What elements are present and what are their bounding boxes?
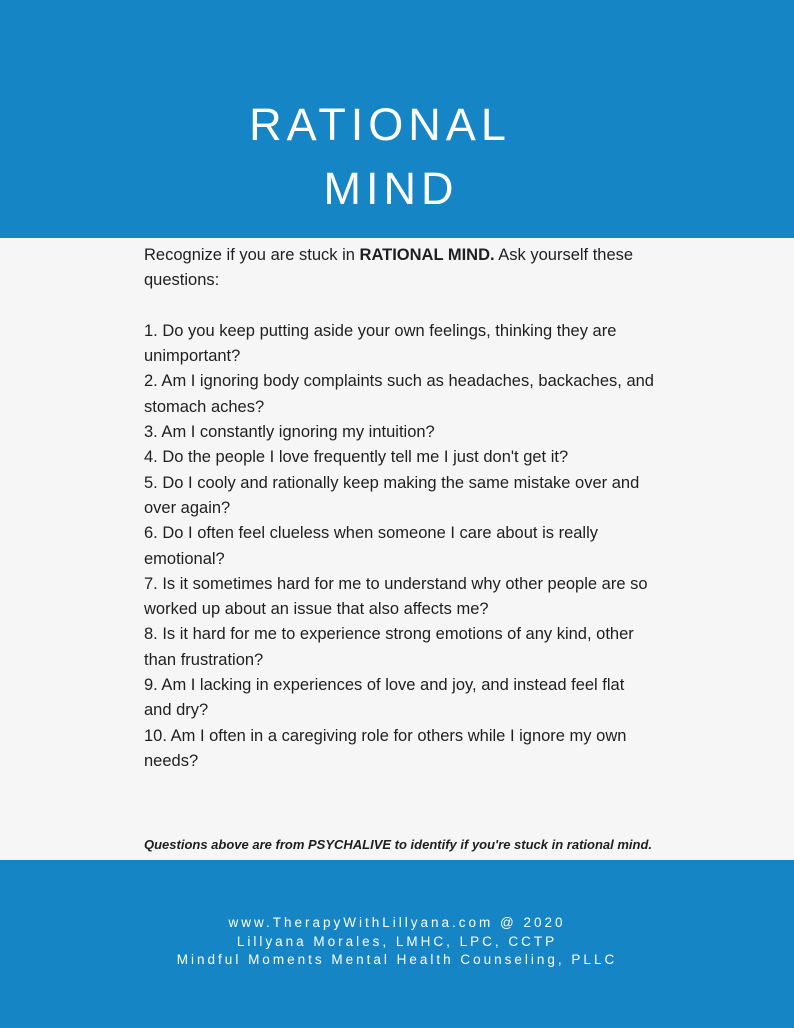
footer-website-line: www.TherapyWithLillyana.com @ 2020	[228, 915, 566, 930]
question-item-1: 1. Do you keep putting aside your own feelings, thinking they are unimportant?	[144, 321, 617, 366]
question-item-2: 2. Am I ignoring body complaints such as headaches, backaches, and stomach aches?	[144, 372, 654, 416]
question-item-5: 5. Do I cooly and rationally keep making the same mistake over and over again?	[144, 473, 640, 517]
question-item-6: 6. Do I often feel clueless when someone I care about is really emotional?	[144, 524, 598, 568]
question-item-9: 9. Am I lacking in experiences of love and joy, and instead feel flat and dry?	[144, 676, 625, 720]
question-item-4: 4. Do the people I love frequently tell me I just don't get it?	[144, 448, 569, 467]
intro-emphasis: RATIONAL MIND.	[359, 246, 495, 264]
question-item-8: 8. Is it hard for me to experience strong emotions of any kind, other than frustration?	[144, 625, 634, 669]
header-banner	[0, 0, 794, 238]
page-title-line-1: RATIONAL	[249, 99, 511, 150]
content-body	[144, 243, 654, 774]
question-item-7: 7. Is it sometimes hard for me to understand why other people are so worked up about an issue that also affects me?	[144, 574, 648, 619]
footer-banner	[0, 860, 794, 1028]
question-item-10: 10. Am I often in a caregiving role for others while I ignore my own needs?	[144, 726, 627, 770]
footer-author-line: Lillyana Morales, LMHC, LPC, CCTP	[236, 933, 558, 949]
footer-text	[0, 914, 794, 970]
intro-paragraph	[144, 243, 654, 294]
page-title-line-2: MIND	[323, 163, 459, 214]
intro-prefix: Recognize if you are stuck in	[144, 246, 360, 264]
question-item-3: 3. Am I constantly ignoring my intuition?	[144, 423, 435, 442]
source-note: Questions above are from PSYCHALIVE to identify if you're stuck in rational mind.	[144, 837, 653, 852]
footer-practice-line: Mindful Moments Mental Health Counseling, PLLC	[176, 952, 618, 967]
intro-suffix: Ask yourself these questions:	[144, 246, 634, 290]
